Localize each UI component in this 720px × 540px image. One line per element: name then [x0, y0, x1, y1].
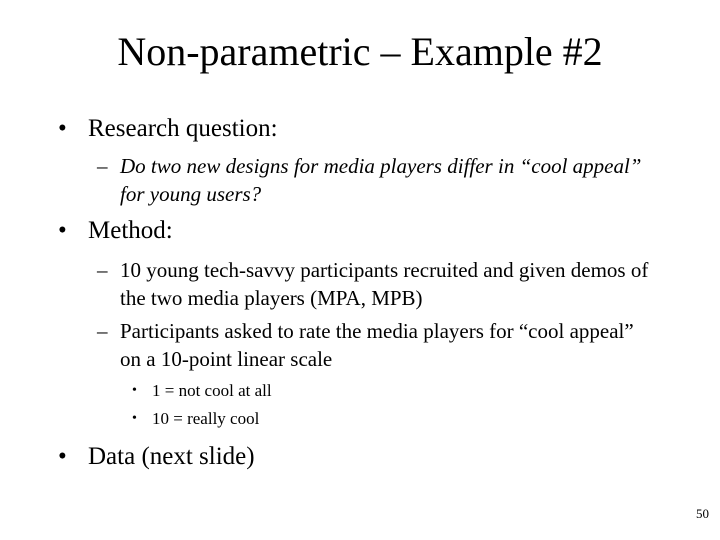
- sub-bullet-text: Do two new designs for media players differ in “cool appeal” for young users?: [120, 154, 642, 206]
- dash-glyph: –: [97, 154, 108, 178]
- bullet-glyph: •: [58, 217, 67, 244]
- bullet-label: Data (next slide): [88, 443, 255, 470]
- dash-glyph: –: [97, 258, 108, 282]
- sub-bullet-research: [97, 152, 657, 208]
- scale-item-text: 10 = really cool: [152, 409, 260, 428]
- sub-bullet-text: 10 young tech-savvy participants recruited and given demos of the two media players (MPA, MPB): [120, 258, 649, 310]
- dash-glyph: –: [97, 319, 108, 343]
- bullet-glyph: •: [132, 411, 137, 426]
- sub-bullet-method-participants: [97, 256, 657, 312]
- scale-item-text: 1 = not cool at all: [152, 381, 272, 400]
- bullet-label: Research question:: [88, 115, 278, 142]
- bullet-glyph: •: [58, 115, 67, 142]
- sub-bullet-text: Participants asked to rate the media players for “cool appeal” on a 10-point linear scale: [120, 319, 634, 371]
- bullet-glyph: •: [132, 383, 137, 398]
- bullet-label: Method:: [88, 217, 173, 244]
- slide-title: Non-parametric – Example #2: [117, 29, 603, 74]
- bullet-glyph: •: [58, 443, 67, 470]
- page-number: 50: [696, 506, 709, 521]
- sub-bullet-method-rating: [97, 317, 657, 373]
